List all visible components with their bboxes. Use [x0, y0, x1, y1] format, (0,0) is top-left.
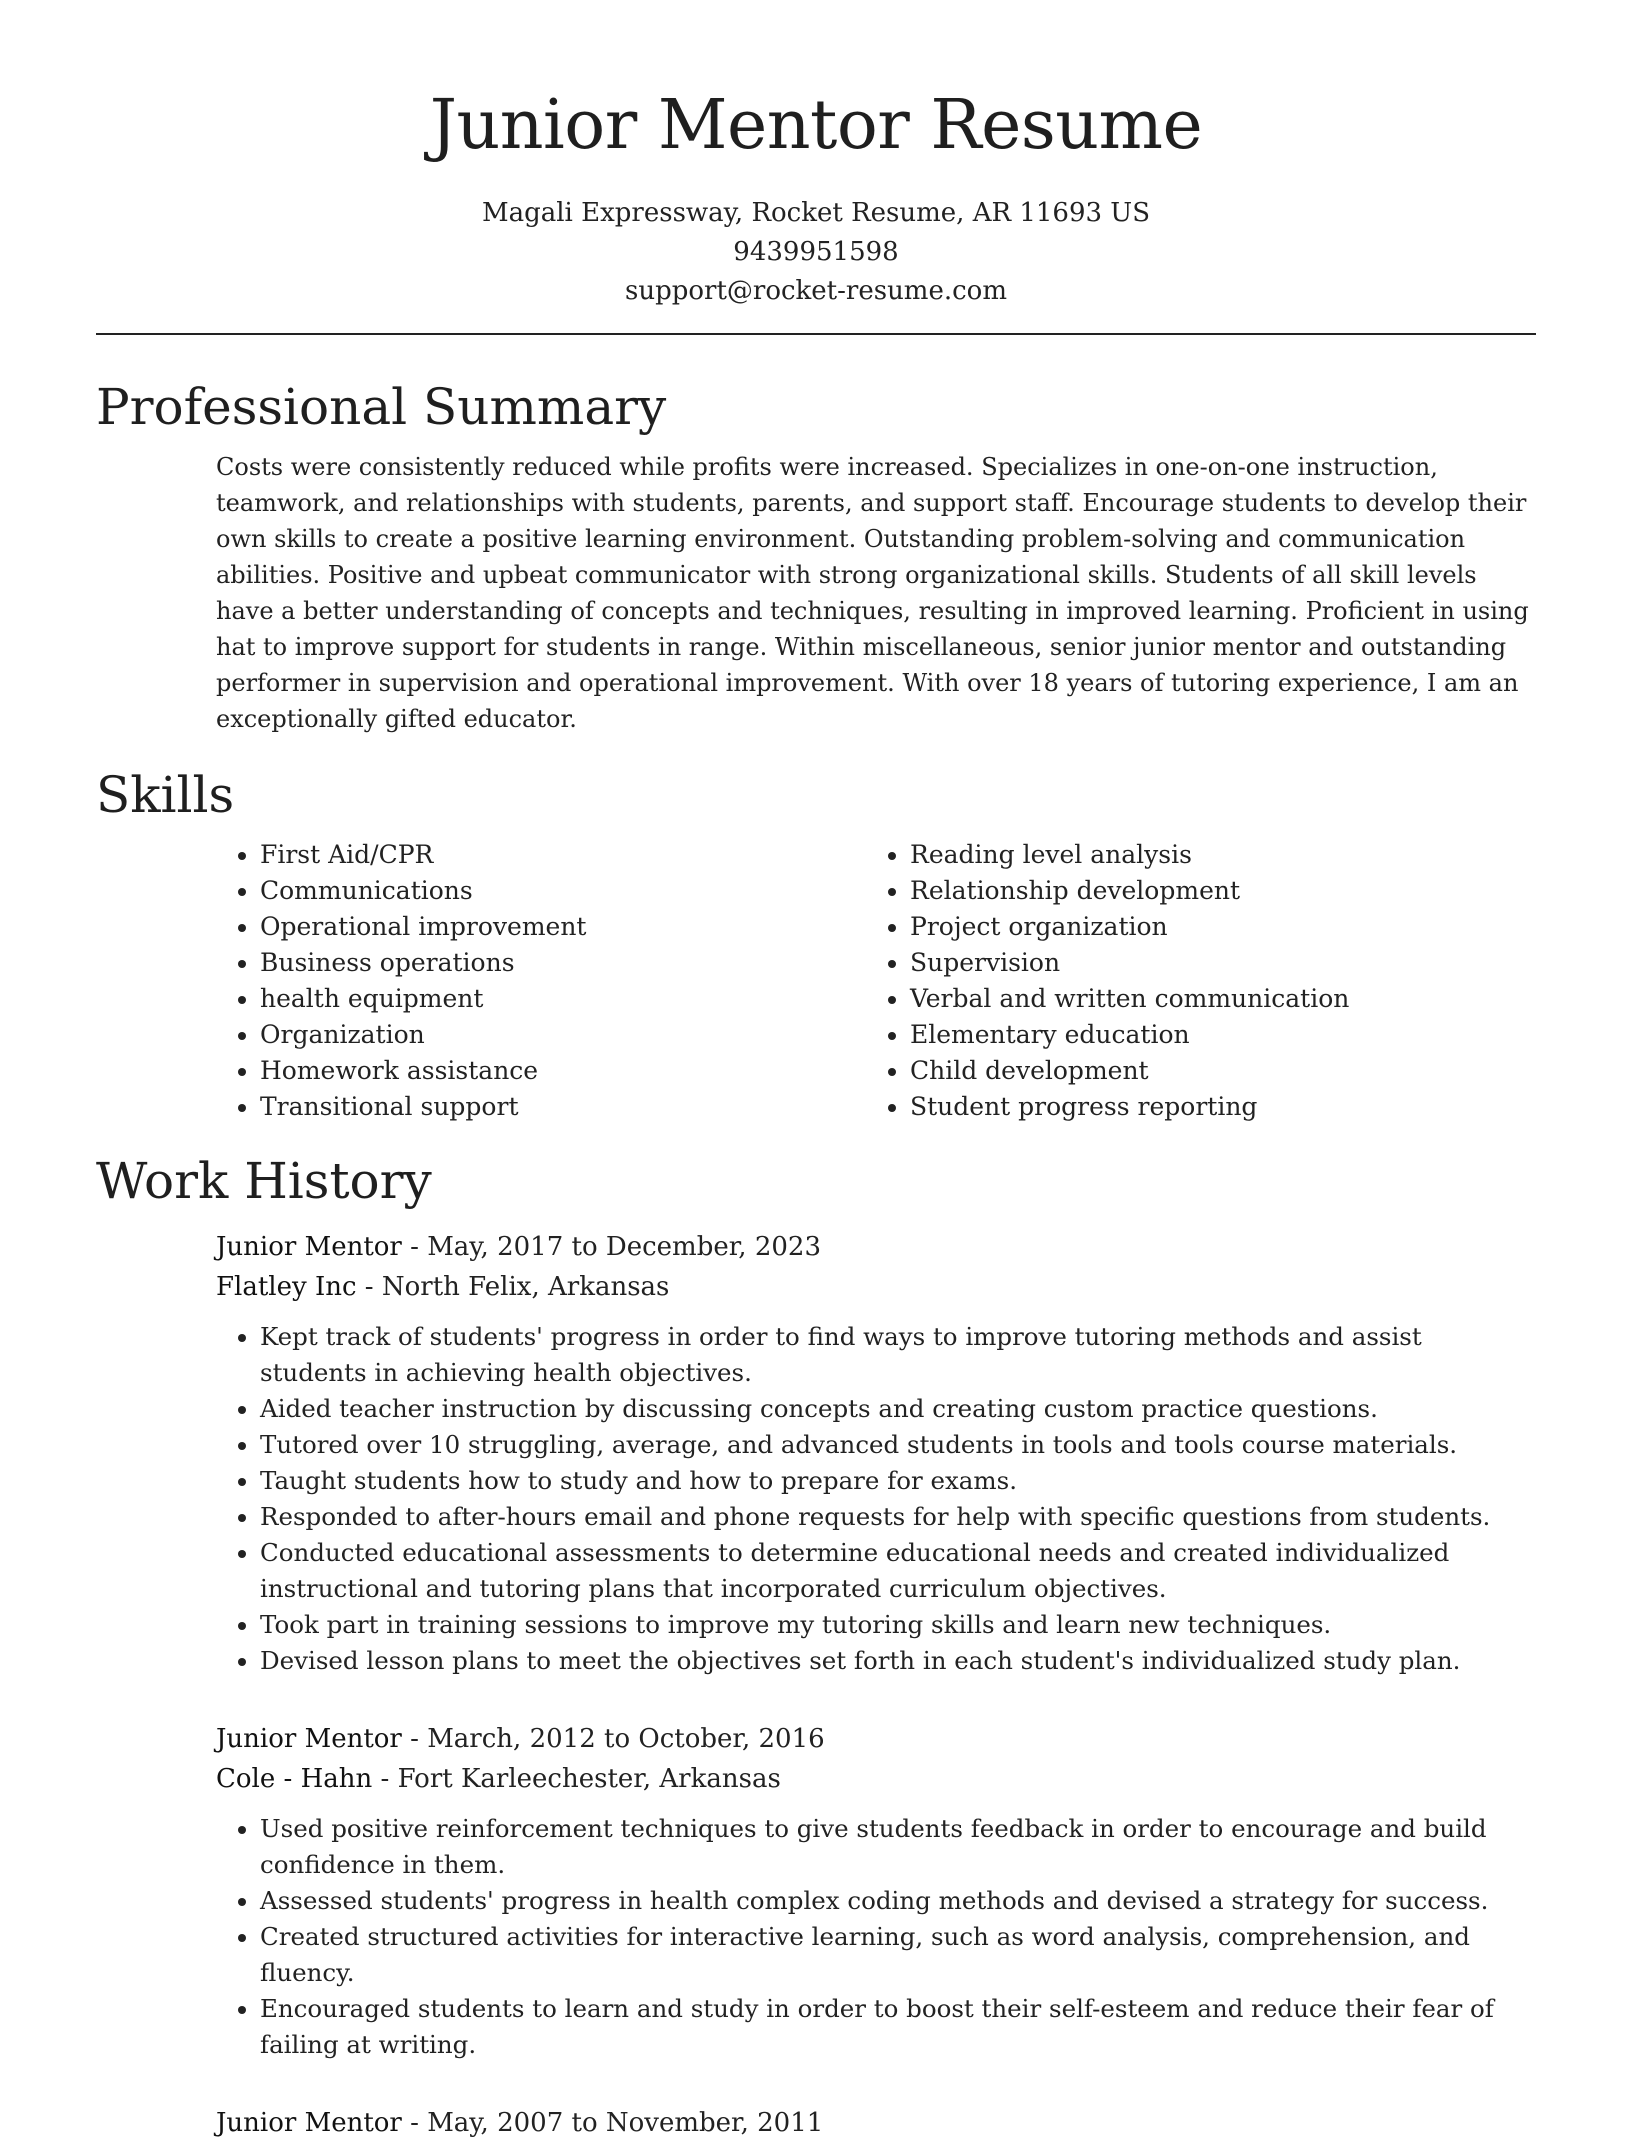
job-entry — [216, 2103, 1536, 2143]
skills-list — [216, 837, 1536, 1125]
job-bullets — [216, 1319, 1536, 1679]
skill-item: • health equipment — [260, 981, 866, 1017]
work-heading: Work History — [96, 1152, 432, 1210]
job-dates: March, 2012 to October, 2016 — [427, 1724, 825, 1754]
phone: 9439951598 — [733, 237, 899, 267]
skill-item: • Communications — [260, 873, 866, 909]
job-dates: May, 2017 to December, 2023 — [427, 1232, 822, 1262]
job-bullet: • Devised lesson plans to meet the objectives set forth in each student's individualized study plan. — [260, 1643, 1536, 1679]
job-bullets — [216, 1811, 1536, 2063]
skill-item: • Project organization — [910, 909, 1516, 945]
skill-item: • Elementary education — [910, 1017, 1516, 1053]
skill-item: • Operational improvement — [260, 909, 866, 945]
skill-item: • Reading level analysis — [910, 837, 1516, 873]
skill-item: • Business operations — [260, 945, 866, 981]
job-company-line: Cole - Hahn - Fort Karleechester, Arkansas — [216, 1764, 781, 1794]
job-bullet: • Kept track of students' progress in order to find ways to improve tutoring methods and assist students in achieving health objectives. — [260, 1319, 1536, 1391]
header-divider — [96, 333, 1536, 335]
job-title: Junior Mentor — [216, 1232, 402, 1262]
job-dates: May, 2007 to November, 2011 — [427, 2108, 824, 2138]
job-bullet: • Used positive reinforcement techniques to give students feedback in order to encourage and build confidence in them. — [260, 1811, 1536, 1883]
skill-item: • Student progress reporting — [910, 1089, 1516, 1125]
skill-item: • Supervision — [910, 945, 1516, 981]
job-location: Fort Karleechester, Arkansas — [397, 1764, 781, 1794]
job-location: North Felix, Arkansas — [381, 1272, 670, 1302]
job-title-line: Junior Mentor - May, 2007 to November, 2011 — [216, 2108, 824, 2138]
skills-heading: Skills — [96, 766, 235, 824]
skill-item: • Relationship development — [910, 873, 1516, 909]
job-company: Flatley Inc — [216, 1272, 357, 1302]
job-company-line: Flatley Inc - North Felix, Arkansas — [216, 1272, 670, 1302]
job-bullet: • Took part in training sessions to improve my tutoring skills and learn new techniques. — [260, 1607, 1536, 1643]
skill-item: • Organization — [260, 1017, 866, 1053]
job-title: Junior Mentor — [216, 1724, 402, 1754]
job-bullet: • Assessed students' progress in health complex coding methods and devised a strategy for success. — [260, 1883, 1536, 1919]
job-title-line: Junior Mentor - May, 2017 to December, 2023 — [216, 1232, 822, 1262]
job-company: Cole - Hahn — [216, 1764, 373, 1794]
job-entry — [216, 1227, 1536, 1679]
job-title: Junior Mentor — [216, 2108, 402, 2138]
job-bullet: • Responded to after-hours email and phone requests for help with specific questions from students. — [260, 1499, 1536, 1535]
skill-item: • Transitional support — [260, 1089, 866, 1125]
summary-heading: Professional Summary — [96, 378, 667, 436]
skill-item: • Child development — [910, 1053, 1516, 1089]
contact-info — [96, 194, 1536, 311]
job-bullet: • Conducted educational assessments to determine educational needs and created individualized instructional and tutoring plans that incorporated curriculum objectives. — [260, 1535, 1536, 1607]
page-title: Junior Mentor Resume — [429, 86, 1203, 165]
job-title-line: Junior Mentor - March, 2012 to October, 2016 — [216, 1724, 825, 1754]
email: support@rocket-resume.com — [624, 276, 1007, 306]
summary-text: Costs were consistently reduced while profits were increased. Specializes in one-on-one instruction, teamwork, and relationships with students, parents, and support staff. Encourage students to develop their own skills to create a positive learning environment. Outstanding problem-solving and communication abilities. Positive and upbeat communicator with strong organizational skills. Students of all skill levels have a better understanding of concepts and techniques, resulting in improved learning. Proficient in using hat to improve support for students in range. Within miscellaneous, senior junior mentor and outstanding performer in supervision and operational improvement. With over 18 years of tutoring experience, I am an exceptionally gifted educator. — [216, 453, 1529, 733]
skill-item: • First Aid/CPR — [260, 837, 866, 873]
job-entry — [216, 1719, 1536, 2063]
skills-right-column — [866, 837, 1516, 1125]
address: Magali Expressway, Rocket Resume, AR 11693 US — [481, 198, 1151, 228]
job-bullet: • Encouraged students to learn and study in order to boost their self-esteem and reduce their fear of failing at writing. — [260, 1991, 1536, 2063]
job-bullet: • Tutored over 10 struggling, average, and advanced students in tools and tools course materials. — [260, 1427, 1536, 1463]
skill-item: • Homework assistance — [260, 1053, 866, 1089]
skill-item: • Verbal and written communication — [910, 981, 1516, 1017]
resume-page — [96, 0, 1536, 2143]
skills-left-column — [216, 837, 866, 1125]
job-bullet: • Taught students how to study and how to prepare for exams. — [260, 1463, 1536, 1499]
job-bullet: • Aided teacher instruction by discussing concepts and creating custom practice questions. — [260, 1391, 1536, 1427]
job-bullet: • Created structured activities for interactive learning, such as word analysis, comprehension, and fluency. — [260, 1919, 1536, 1991]
